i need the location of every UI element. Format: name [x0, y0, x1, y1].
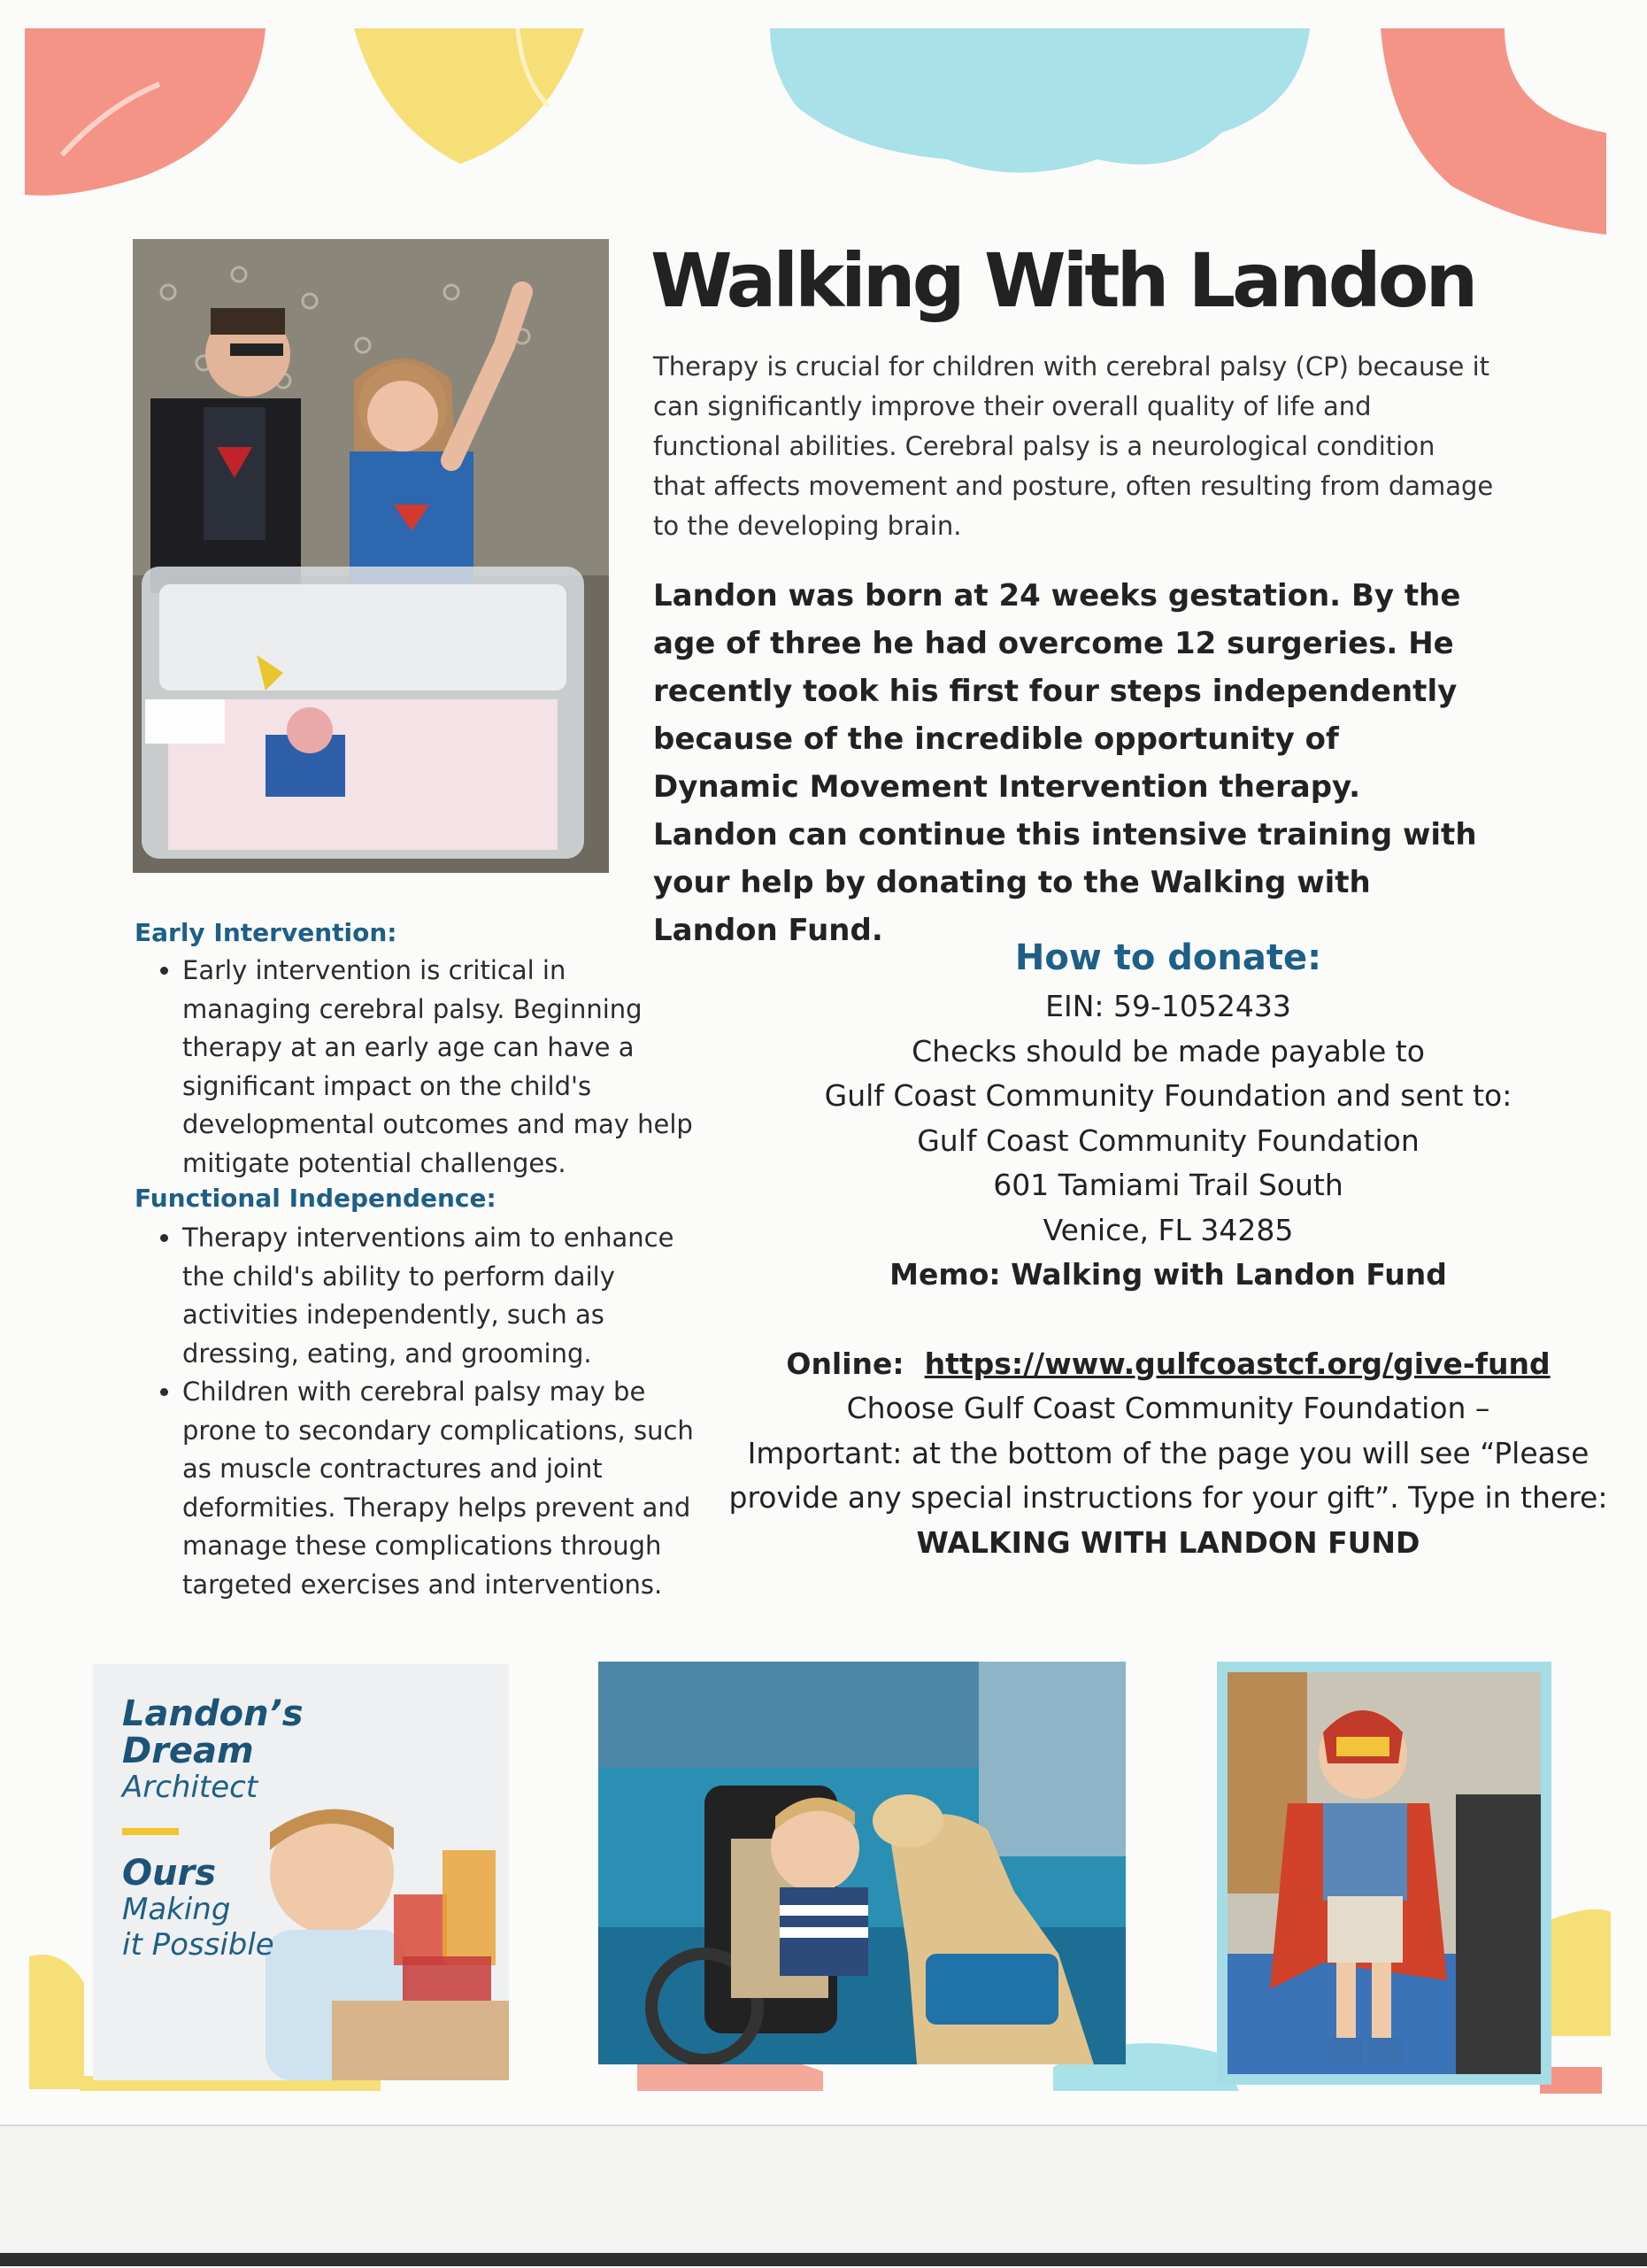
card-line-6: it Possible — [122, 1927, 274, 1963]
online-instruction-1: Choose Gulf Coast Community Foundation – — [846, 1391, 1490, 1425]
intro-paragraph: Therapy is crucial for children with cerebral palsy (CP) because it can significantly improve their overall quality of life and functional abilities. Cerebral palsy is a neurological condition that affects movement and posture, often resulting from damage to the developing brain. — [653, 351, 1494, 541]
online-instruction-2: Important: at the bottom of the page you will see “Please — [747, 1435, 1589, 1470]
scanner-edge — [0, 2253, 1647, 2266]
online-instruction-3: provide any special instructions for your gift”. Type in there: — [728, 1480, 1608, 1515]
list-item: • Early intervention is critical in managing cerebral palsy. Beginning therapy at an early age can have a significant impact on the child's developmental outcomes and may help mitigate potential challenges. — [182, 952, 701, 1183]
card-text — [122, 1695, 304, 1963]
early-intervention-list — [135, 952, 701, 1183]
dream-architect-card — [93, 1664, 509, 2080]
online-label: Online: — [786, 1346, 904, 1381]
section-heading-functional-independence: Functional Independence: — [135, 1184, 496, 1213]
donate-section — [704, 931, 1633, 1565]
functional-independence-list — [135, 1219, 701, 1604]
list-item: • Children with cerebral palsy may be prone to secondary complications, such as muscle contractures and joint deformities. Therapy helps prevent and manage these complications through targeted exercises and interventions. — [182, 1373, 701, 1604]
memo-line: Memo: Walking with Landon Fund — [889, 1257, 1447, 1292]
address-name: Gulf Coast Community Foundation — [917, 1122, 1420, 1158]
card-line-5: Making — [122, 1892, 231, 1927]
checks-instruction: Checks should be made payable to — [912, 1033, 1425, 1068]
section-heading-early-intervention: Early Intervention: — [135, 918, 397, 947]
card-line-1: Landon’s — [122, 1693, 304, 1734]
checks-instruction-2: Gulf Coast Community Foundation and sent to: — [824, 1078, 1512, 1113]
landon-story: Landon was born at 24 weeks gestation. By the age of three he had overcome 12 surgeries. He recently took his first four steps independently because of the incredible opportunity of Dynamic Movement Intervention therapy. Landon can continue this intensive training with your help by donating to the Walking with Landon Fund. — [653, 578, 1477, 948]
card-line-4: Ours — [122, 1853, 217, 1894]
donate-heading: How to donate: — [1014, 937, 1322, 978]
online-line — [704, 1342, 1633, 1387]
card-divider — [122, 1828, 179, 1835]
address-street: 601 Tamiami Trail South — [993, 1168, 1343, 1202]
fund-name: WALKING WITH LANDON FUND — [916, 1524, 1420, 1560]
card-line-2: Dream — [122, 1731, 254, 1771]
ein-number: EIN: 59-1052433 — [1045, 989, 1291, 1023]
page-title: Walking With Landon — [650, 237, 1475, 324]
wheelchair-dog-photo — [598, 1662, 1126, 2064]
address-city: Venice, FL 34285 — [1043, 1212, 1294, 1247]
page-bottom-margin — [0, 2125, 1647, 2268]
donation-link[interactable]: https://www.gulfcoastcf.org/give-fund — [924, 1346, 1551, 1381]
superhero-child-photo — [1217, 1662, 1551, 2085]
card-line-3: Architect — [122, 1770, 258, 1805]
list-item: • Therapy interventions aim to enhance the child's ability to perform daily activities independently, such as dressing, eating, and grooming. — [182, 1219, 701, 1373]
family-nicu-photo — [133, 239, 609, 873]
